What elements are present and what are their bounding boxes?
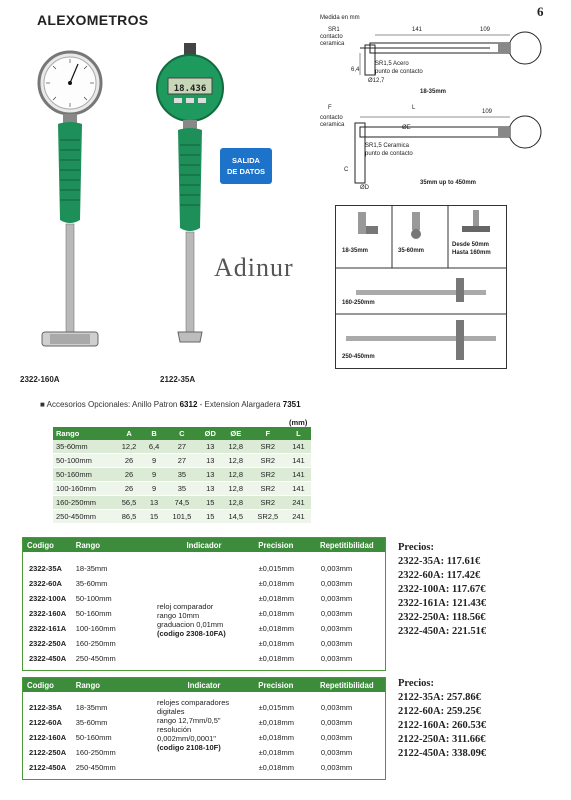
table-row (23, 651, 385, 666)
indicator-line: rango 12,7mm/0,5" (157, 716, 221, 725)
spec-h-f: F (250, 427, 286, 440)
h-indicator: Indicator (187, 680, 221, 690)
panel-250-450: 250-450mm (342, 354, 375, 360)
label-punto-2: punto de contacto (365, 151, 413, 157)
cell-precision: ±0,018mm (258, 624, 294, 633)
h-indicador: Indicador (186, 540, 222, 550)
table-2322 (22, 537, 386, 671)
cell: 9 (143, 454, 165, 468)
dim-64: 6,4 (351, 67, 360, 73)
diagram-18-35 (320, 15, 560, 105)
cell-repeat: 0,003mm (320, 639, 353, 648)
label-oe: ØE (402, 125, 411, 131)
h-codigo: Codigo (27, 540, 54, 550)
range-18-35: 18-35mm (420, 89, 447, 95)
cell-repeat: 0,003mm (320, 654, 353, 663)
cell-repeat: 0,003mm (320, 748, 353, 757)
cell: 13 (199, 440, 222, 454)
cell-range: 18-35mm (75, 703, 108, 712)
spec-table-unit: (mm) (289, 418, 308, 427)
cell: 13 (199, 482, 222, 496)
cell-code: 2122-250A (29, 748, 67, 757)
cell-code: 2322-100A (29, 594, 67, 603)
badge-line1: SALIDA (232, 156, 260, 165)
table-2122-header (23, 678, 385, 692)
cell: 9 (143, 482, 165, 496)
cell-code: 2122-450A (29, 763, 67, 772)
panel-18-35: 18-35mm (342, 248, 369, 254)
label-sr1: SR1 (328, 27, 340, 33)
cell-precision: ±0,015mm (258, 564, 294, 573)
price-item: 2322-35A: 117.61€ (398, 556, 481, 567)
cell: 13 (143, 496, 165, 510)
cell-range: 160-250mm (75, 639, 116, 648)
page-number: 6 (537, 4, 544, 19)
cell-precision: ±0,018mm (258, 639, 294, 648)
acc-middle: - Extension Alargadera (197, 400, 283, 409)
panel-160-250: 160-250mm (342, 300, 375, 306)
indicator-2122 (157, 698, 229, 752)
indicator-line: digitales (157, 707, 185, 716)
cell: 12,8 (222, 454, 250, 468)
cell: 141 (286, 440, 311, 454)
acc-code2: 7351 (282, 400, 301, 409)
cell-range: 35-60mm (75, 718, 108, 727)
h-rango: Rango (75, 680, 100, 690)
indicator-line: relojes comparadores (157, 698, 230, 707)
cell: 101,5 (165, 510, 198, 524)
cell: SR2 (250, 454, 286, 468)
indicator-line: (codigo 2308-10FA) (157, 629, 226, 638)
cell: SR2 (250, 496, 286, 510)
cell-code: 2122-160A (29, 733, 67, 742)
price-item: 2322-250A: 118.56€ (398, 612, 486, 623)
watermark: Adinur (214, 253, 294, 282)
cell: 12,2 (115, 440, 143, 454)
cell: 13 (199, 454, 222, 468)
contact-points-lines (336, 206, 506, 368)
cell-range: 50-160mm (75, 609, 112, 618)
range-35-450: 35mm up to 450mm (420, 180, 477, 186)
cell: 13 (199, 468, 222, 482)
cell-repeat: 0,003mm (320, 703, 353, 712)
price-item: 2322-60A: 117.42€ (398, 570, 481, 581)
indicator-line: (codigo 2108-10F) (157, 743, 221, 752)
cell-range: 35-60mm (75, 579, 108, 588)
cell: 35 (165, 482, 198, 496)
spec-h-rango: Rango (53, 427, 115, 440)
spec-table (53, 427, 311, 524)
cell-repeat: 0,003mm (320, 609, 353, 618)
cell-precision: ±0,018mm (258, 609, 294, 618)
spec-h-b: B (143, 427, 165, 440)
cell: 12,8 (222, 496, 250, 510)
cell-range: 250-450mm (75, 654, 116, 663)
page-title: ALEXOMETROS (37, 12, 149, 28)
dim-109-2: 109 (482, 109, 493, 115)
cell-precision: ±0,015mm (258, 703, 294, 712)
label-l: L (412, 105, 416, 111)
label-ceramica: ceramica (320, 41, 345, 47)
table-row (53, 468, 311, 482)
spec-h-oe: ØE (222, 427, 250, 440)
cell-precision: ±0,018mm (258, 579, 294, 588)
cell: 141 (286, 468, 311, 482)
cell-precision: ±0,018mm (258, 748, 294, 757)
indicator-line: reloj comparador (157, 602, 214, 611)
cell-range: 50-160mm (75, 733, 112, 742)
indicator-line: resolución (157, 725, 192, 734)
label-od: ØD (360, 185, 369, 191)
cell-code: 2122-60A (29, 718, 62, 727)
indicator-line: 0,002mm/0,0001" (157, 734, 216, 743)
cell: 160-250mm (53, 496, 115, 510)
bullet: ■ (40, 400, 47, 409)
table-row (53, 496, 311, 510)
h-codigo: Codigo (27, 680, 54, 690)
cell-code: 2322-60A (29, 579, 62, 588)
cell: SR2 (250, 482, 286, 496)
cell: SR2 (250, 468, 286, 482)
spec-h-a: A (115, 427, 143, 440)
table-row (23, 576, 385, 591)
cell: 26 (115, 468, 143, 482)
prices-title: Precios: (398, 542, 434, 553)
cell: 27 (165, 454, 198, 468)
label-contacto-2: contacto (320, 115, 343, 121)
cell-code: 2122-35A (29, 703, 62, 712)
cell-repeat: 0,003mm (320, 763, 353, 772)
indicator-line: rango 10mm (157, 611, 200, 620)
cell: 35-60mm (53, 440, 115, 454)
caption-right: 2122-35A (160, 375, 196, 384)
cell-range: 50-100mm (75, 594, 112, 603)
cell: 15 (199, 510, 222, 524)
price-item: 2122-160A: 260.53€ (398, 720, 487, 731)
cell: SR2 (250, 440, 286, 454)
table-row (23, 760, 385, 775)
data-output-badge (220, 148, 272, 184)
cell: 12,8 (222, 482, 250, 496)
cell-precision: ±0,018mm (258, 733, 294, 742)
cell-range: 250-450mm (75, 763, 116, 772)
label-c: C (344, 167, 349, 173)
cell: 86,5 (115, 510, 143, 524)
cell-precision: ±0,018mm (258, 654, 294, 663)
price-item: 2122-250A: 311.66€ (398, 734, 486, 745)
price-item: 2122-450A: 338.09€ (398, 748, 487, 759)
cell-repeat: 0,003mm (320, 718, 353, 727)
dim-141: 141 (412, 27, 423, 33)
accessories-line (40, 400, 301, 409)
label-sr15-ceramica: SR1,5 Ceramica (365, 143, 410, 149)
analog-bore-gauge-illustration (20, 40, 120, 360)
table-row (53, 454, 311, 468)
cell: 50-160mm (53, 468, 115, 482)
cell-repeat: 0,003mm (320, 564, 353, 573)
table-2122 (22, 677, 386, 780)
table-row (53, 510, 311, 524)
cell-precision: ±0,018mm (258, 763, 294, 772)
cell: 100-160mm (53, 482, 115, 496)
prices-2122 (398, 677, 486, 761)
price-item: 2322-100A: 117.67€ (398, 584, 486, 595)
cell: 27 (165, 440, 198, 454)
indicator-2322 (157, 602, 226, 638)
price-item: 2322-450A: 221.51€ (398, 626, 487, 637)
contact-points-panel (335, 205, 507, 369)
cell-precision: ±0,018mm (258, 594, 294, 603)
spec-h-od: ØD (199, 427, 222, 440)
cell: 241 (286, 510, 311, 524)
label-f: F (328, 105, 332, 111)
h-repetitibilidad: Repetitibilidad (319, 680, 374, 690)
price-item: 2122-35A: 257.86€ (398, 692, 481, 703)
label-medida: Medida en mm (320, 15, 360, 21)
cell: 14,5 (222, 510, 250, 524)
caption-left: 2322-160A (20, 375, 60, 384)
cell: 9 (143, 468, 165, 482)
cell: 141 (286, 454, 311, 468)
indicator-line: graduacion 0,01mm (157, 620, 224, 629)
price-item: 2322-161A: 121.43€ (398, 598, 487, 609)
table-row (53, 482, 311, 496)
cell-precision: ±0,018mm (258, 718, 294, 727)
panel-hasta: Hasta 160mm (452, 250, 491, 256)
acc-prefix: Accesorios Opcionales: Anillo Patron (46, 400, 180, 409)
table-row (23, 636, 385, 651)
table-row (53, 440, 311, 454)
cell: 15 (143, 510, 165, 524)
spec-header-row (53, 427, 311, 440)
cell: 50-100mm (53, 454, 115, 468)
label-punto: punto de contacto (375, 69, 423, 75)
h-precision: Precision (258, 540, 294, 550)
cell: 12,8 (222, 440, 250, 454)
cell-code: 2322-161A (29, 624, 67, 633)
dim-d127: Ø12,7 (368, 78, 385, 84)
h-precision: Precision (258, 680, 294, 690)
diagram-35-450 (320, 105, 560, 195)
cell-range: 100-160mm (75, 624, 116, 633)
prices-title: Precios: (398, 678, 434, 689)
cell-range: 160-250mm (75, 748, 116, 757)
label-contacto: contacto (320, 34, 343, 40)
table-row (23, 561, 385, 576)
cell: 56,5 (115, 496, 143, 510)
display-reading: 18.436 (173, 84, 207, 94)
cell: 26 (115, 482, 143, 496)
table-2322-header (23, 538, 385, 552)
cell: 250-450mm (53, 510, 115, 524)
table-2122-body (23, 692, 385, 779)
cell: 141 (286, 482, 311, 496)
badge-line2: DE DATOS (226, 167, 266, 176)
cell-repeat: 0,003mm (320, 594, 353, 603)
cell-repeat: 0,003mm (320, 733, 353, 742)
table-2322-body (23, 552, 385, 670)
cell: 12,8 (222, 468, 250, 482)
cell-repeat: 0,003mm (320, 624, 353, 633)
cell: 26 (115, 454, 143, 468)
cell-code: 2322-160A (29, 609, 67, 618)
h-rango: Rango (75, 540, 100, 550)
spec-h-l: L (286, 427, 311, 440)
panel-desde: Desde 50mm (452, 242, 490, 248)
cell: 15 (199, 496, 222, 510)
panel-35-60: 35-60mm (398, 248, 425, 254)
label-ceramica-2: ceramica (320, 122, 345, 128)
prices-2322 (398, 541, 486, 639)
cell-repeat: 0,003mm (320, 579, 353, 588)
price-item: 2122-60A: 259.25€ (398, 706, 481, 717)
cell-code: 2322-450A (29, 654, 67, 663)
acc-code1: 6312 (179, 400, 198, 409)
cell: 74,5 (165, 496, 198, 510)
cell: 35 (165, 468, 198, 482)
cell-range: 18-35mm (75, 564, 108, 573)
dim-109: 109 (480, 27, 491, 33)
cell: 241 (286, 496, 311, 510)
cell-code: 2322-35A (29, 564, 62, 573)
label-sr15-acero: SR1,5 Acero (375, 61, 409, 67)
cell-code: 2322-250A (29, 639, 67, 648)
spec-h-c: C (165, 427, 198, 440)
cell: SR2,5 (250, 510, 286, 524)
h-repetitibilidad: Repetitibilidad (319, 540, 374, 550)
cell: 6,4 (143, 440, 165, 454)
